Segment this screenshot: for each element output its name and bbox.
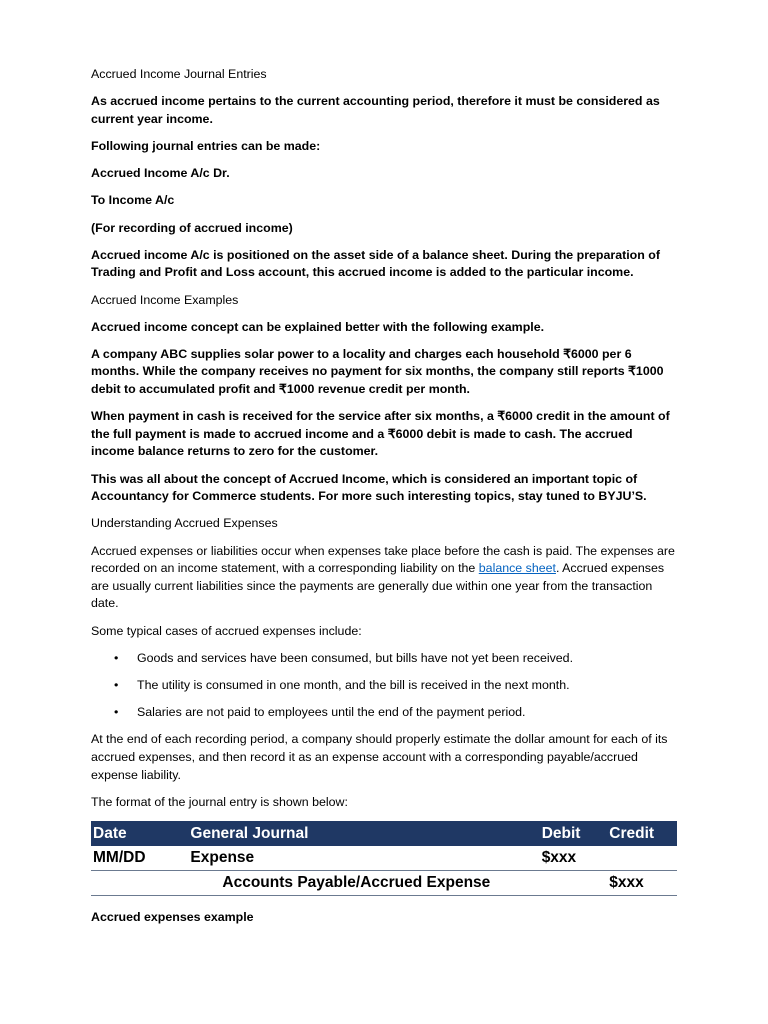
table-cell: Expense (188, 846, 539, 871)
bullet-icon: • (114, 677, 119, 692)
journal-line: Accrued Income A/c Dr. (91, 166, 230, 181)
paragraph: Following journal entries can be made: (91, 138, 321, 153)
paragraph: A company ABC supplies solar power to a locality and charges each household ₹6000 per 6 months. While the company receives no payment for six months, the company still reports ₹1000 debit to accumulated profit and ₹1000 revenue credit per month. (91, 346, 664, 397)
table-row (91, 846, 677, 871)
list-item-text: The utility is consumed in one month, and the bill is received in the next month. (137, 677, 570, 692)
column-header-credit: Credit (607, 821, 677, 846)
journal-entry-table (91, 821, 677, 896)
table-row (91, 870, 677, 895)
paragraph: At the end of each recording period, a company should properly estimate the dollar amount for each of its accrued expenses, and then record it as an expense account with a corresponding payable/accrued expense liability. (91, 732, 668, 782)
bullet-icon: • (114, 650, 119, 665)
bullet-list (91, 650, 677, 722)
column-header-general-journal: General Journal (188, 821, 539, 846)
column-header-date: Date (91, 821, 188, 846)
journal-line: To Income A/c (91, 193, 175, 208)
heading-accrued-income-journal-entries: Accrued Income Journal Entries (91, 67, 267, 81)
paragraph: Some typical cases of accrued expenses include: (91, 623, 362, 638)
balance-sheet-link[interactable]: balance sheet (478, 561, 556, 576)
bullet-icon: • (114, 705, 119, 720)
table-cell: Accounts Payable/Accrued Expense (188, 870, 539, 895)
heading-accrued-expenses-example: Accrued expenses example (91, 909, 254, 924)
heading-understanding-accrued-expenses: Understanding Accrued Expenses (91, 516, 278, 531)
table-cell (91, 870, 188, 895)
heading-accrued-income-examples: Accrued Income Examples (91, 292, 239, 307)
column-header-debit: Debit (540, 821, 608, 846)
paragraph-text: . Accrued expenses are usually current liabilities since the payments are generally due within one year from the transaction date. (91, 561, 665, 611)
document-body (91, 66, 677, 936)
paragraph: This was all about the concept of Accrued Income, which is considered an important topic of Accountancy for Commerce students. For more such interesting topics, stay tuned to BYJU’S. (91, 471, 647, 504)
paragraph: When payment in cash is received for the service after six months, a ₹6000 credit in the amount of the full payment is made to accrued income and a ₹6000 debit is made to cash. The accrued income balance returns to zero for the customer. (91, 409, 670, 459)
table-cell: $xxx (540, 846, 608, 871)
paragraph: As accrued income pertains to the current accounting period, therefore it must be considered as current year income. (91, 94, 660, 126)
paragraph: Accrued income concept can be explained better with the following example. (91, 319, 545, 334)
paragraph-text: Accrued expenses or liabilities occur when expenses take place before the cash is paid. The expenses are recorded on an income statement, with a corresponding liability on the (91, 543, 675, 576)
journal-note: (For recording of accrued income) (91, 220, 293, 235)
list-item (91, 650, 677, 668)
table-cell (540, 870, 608, 895)
list-item-text: Goods and services have been consumed, but bills have not yet been received. (137, 650, 574, 665)
table-cell (607, 846, 677, 871)
table-cell: MM/DD (91, 846, 188, 871)
table-cell: $xxx (607, 870, 677, 895)
list-item (91, 677, 677, 695)
paragraph-with-link (91, 543, 677, 613)
paragraph: The format of the journal entry is shown below: (91, 794, 348, 809)
list-item (91, 704, 677, 722)
table-header-row (91, 821, 677, 846)
list-item-text: Salaries are not paid to employees until the end of the payment period. (137, 705, 526, 720)
paragraph: Accrued income A/c is positioned on the asset side of a balance sheet. During the preparation of Trading and Profit and Loss account, this accrued income is added to the particular income. (91, 247, 660, 280)
